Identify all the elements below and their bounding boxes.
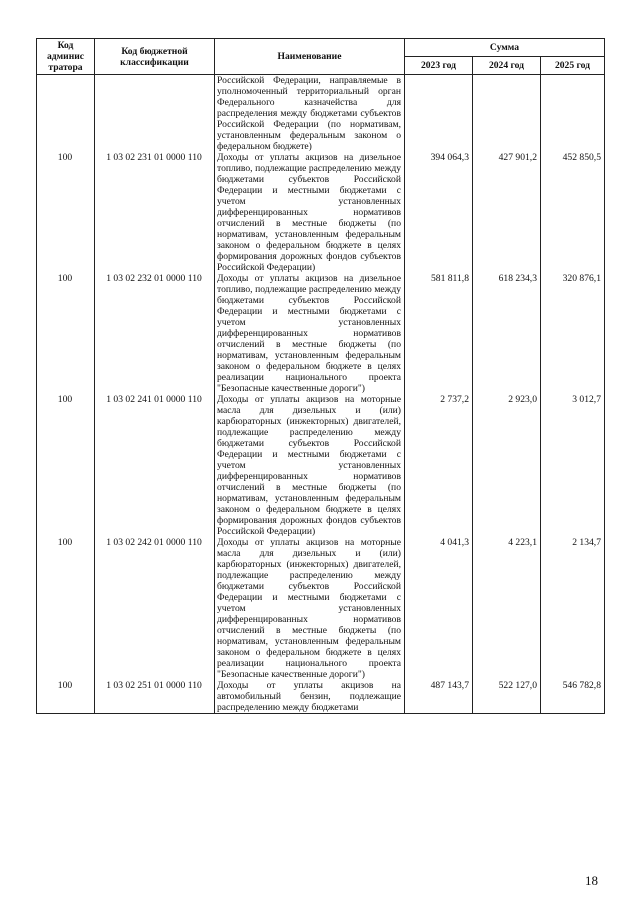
header-sum: Сумма	[405, 39, 605, 57]
kbk-cell: 1 03 02 251 01 0000 110	[95, 680, 215, 714]
sum-2025-cell: 320 876,1	[541, 273, 605, 394]
kbk-cell: 1 03 02 232 01 0000 110	[95, 273, 215, 394]
name-cell: Доходы от уплаты акцизов на автомобильный бензин, подлежащие распределению между бюджетами	[215, 680, 405, 714]
sum-2024-cell: 4 223,1	[473, 537, 541, 680]
sum-cell	[405, 75, 473, 153]
sum-2024-cell: 522 127,0	[473, 680, 541, 714]
table-row	[37, 537, 605, 680]
kbk-cell	[95, 75, 215, 153]
sum-2023-cell: 487 143,7	[405, 680, 473, 714]
header-admin-code: Код админис тратора	[37, 39, 95, 75]
admin-cell: 100	[37, 152, 95, 273]
table-row	[37, 394, 605, 537]
kbk-cell: 1 03 02 241 01 0000 110	[95, 394, 215, 537]
table-row	[37, 680, 605, 714]
name-cell: Доходы от уплаты акцизов на моторные масла для дизельных и (или) карбюраторных (инжекторных) двигателей, подлежащие распределению между бюджетами субъектов Российской Федерации и местными бюджетами с учетом установленных дифференцированных нормативов отчислений в местные бюджеты (по нормативам, установленным федеральным законом о федеральном бюджете в целях формирования дорожных фондов субъектов Российской Федерации)	[215, 394, 405, 537]
sum-cell	[541, 75, 605, 153]
kbk-cell: 1 03 02 242 01 0000 110	[95, 537, 215, 680]
kbk-cell: 1 03 02 231 01 0000 110	[95, 152, 215, 273]
sum-2025-cell: 452 850,5	[541, 152, 605, 273]
table-row	[37, 152, 605, 273]
admin-cell: 100	[37, 680, 95, 714]
sum-2024-cell: 2 923,0	[473, 394, 541, 537]
admin-cell: 100	[37, 537, 95, 680]
admin-cell: 100	[37, 273, 95, 394]
sum-2023-cell: 581 811,8	[405, 273, 473, 394]
header-kbk-code: Код бюджетной классификации	[95, 39, 215, 75]
name-cell: Доходы от уплаты акцизов на дизельное топливо, подлежащие распределению между бюджетами субъектов Российской Федерации и местными бюджетами с учетом установленных дифференцированных нормативов отчислений в местные бюджеты (по нормативам, установленным федеральным законом о федеральном бюджете в целях реализации национального проекта "Безопасные качественные дороги")	[215, 273, 405, 394]
header-year-2024: 2024 год	[473, 57, 541, 75]
header-year-2023: 2023 год	[405, 57, 473, 75]
header-year-2025: 2025 год	[541, 57, 605, 75]
sum-2023-cell: 4 041,3	[405, 537, 473, 680]
sum-2024-cell: 427 901,2	[473, 152, 541, 273]
name-cell: Доходы от уплаты акцизов на моторные масла для дизельных и (или) карбюраторных (инжекторных) двигателей, подлежащие распределению между бюджетами субъектов Российской Федерации и местными бюджетами с учетом установленных дифференцированных нормативов отчислений в местные бюджеты (по нормативам, установленным федеральным законом о федеральном бюджете в целях реализации национального проекта "Безопасные качественные дороги")	[215, 537, 405, 680]
sum-2023-cell: 394 064,3	[405, 152, 473, 273]
sum-2025-cell: 2 134,7	[541, 537, 605, 680]
admin-cell	[37, 75, 95, 153]
sum-2025-cell: 3 012,7	[541, 394, 605, 537]
admin-cell: 100	[37, 394, 95, 537]
table-row	[37, 273, 605, 394]
table-header	[37, 39, 605, 75]
name-cell: Доходы от уплаты акцизов на дизельное топливо, подлежащие распределению между бюджетами субъектов Российской Федерации и местными бюджетами с учетом установленных дифференцированных нормативов отчислений в местные бюджеты (по нормативам, установленным федеральным законом о федеральном бюджете в целях формирования дорожных фондов субъектов Российской Федерации)	[215, 152, 405, 273]
page-number: 18	[585, 873, 598, 888]
sum-cell	[473, 75, 541, 153]
sum-2024-cell: 618 234,3	[473, 273, 541, 394]
budget-revenue-table	[36, 38, 605, 714]
sum-2025-cell: 546 782,8	[541, 680, 605, 714]
name-cell: Российской Федерации, направляемые в уполномоченный территориальный орган Федерального казначейства для распределения между бюджетами субъектов Российской Федерации (по нормативам, установленным федеральным законом о федеральном бюджете)	[215, 75, 405, 153]
table-row-continuation	[37, 75, 605, 153]
header-name: Наименование	[215, 39, 405, 75]
sum-2023-cell: 2 737,2	[405, 394, 473, 537]
